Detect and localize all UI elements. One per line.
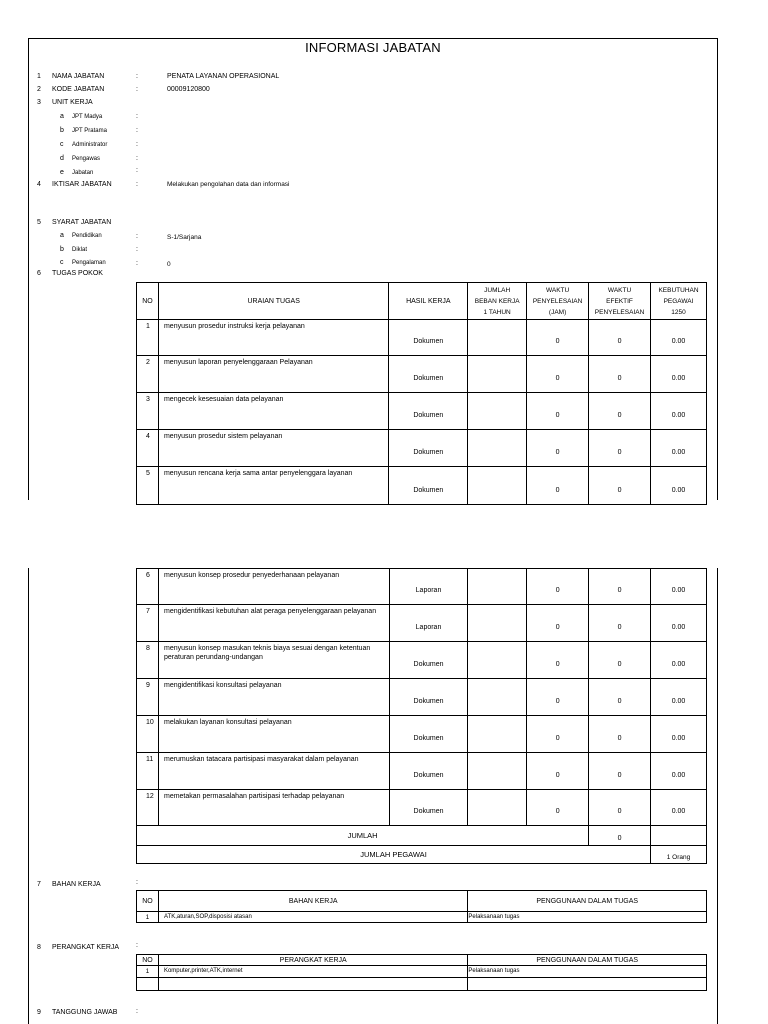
row-kebutuhan: 0.00 bbox=[651, 716, 707, 753]
row-hasil: Laporan bbox=[389, 605, 468, 642]
field-colon: : bbox=[136, 86, 138, 93]
row-waktu: 0 bbox=[527, 356, 589, 393]
table-row bbox=[137, 642, 707, 679]
sub-letter: b bbox=[60, 246, 64, 253]
bahan-row-no: 1 bbox=[137, 912, 159, 923]
row-efektif: 0 bbox=[589, 605, 651, 642]
header-jumlah-beban: JUMLAH BEBAN KERJA 1 TAHUN bbox=[468, 283, 527, 320]
field-colon: : bbox=[136, 1008, 138, 1015]
row-waktu: 0 bbox=[527, 605, 589, 642]
field-number: 6 bbox=[37, 270, 41, 277]
row-uraian: menyusun konsep masukan teknis biaya sesuai dengan ketentuan peraturan perundang-undangan bbox=[158, 642, 389, 679]
sub-letter: b bbox=[60, 127, 64, 134]
sub-colon: : bbox=[136, 246, 138, 253]
sub-label-pendidikan: Pendidikan bbox=[72, 233, 102, 239]
tugas-table bbox=[136, 282, 707, 505]
table-row bbox=[137, 605, 707, 642]
jumlah-row bbox=[137, 826, 707, 846]
field-number: 3 bbox=[37, 99, 41, 106]
sub-colon: : bbox=[136, 113, 138, 120]
field-number: 8 bbox=[37, 944, 41, 951]
field-label-ikhtisar: IKTISAR JABATAN bbox=[52, 181, 112, 188]
row-efektif: 0 bbox=[589, 679, 651, 716]
row-hasil: Dokumen bbox=[389, 393, 468, 430]
field-label-bahan-kerja: BAHAN KERJA bbox=[52, 881, 101, 888]
bahan-row-item: ATK,aturan,SOP,disposisi atasan bbox=[158, 912, 467, 923]
row-no: 2 bbox=[137, 356, 159, 393]
row-uraian: menyusun prosedur sistem pelayanan bbox=[158, 430, 388, 467]
field-label-unit-kerja: UNIT KERJA bbox=[52, 99, 93, 106]
sub-colon: : bbox=[136, 260, 138, 267]
row-waktu: 0 bbox=[527, 642, 589, 679]
row-hasil: Dokumen bbox=[389, 430, 468, 467]
sub-letter: e bbox=[60, 169, 64, 176]
sub-label-pengawas: Pengawas bbox=[72, 156, 101, 162]
row-efektif: 0 bbox=[589, 393, 651, 430]
header-uraian: URAIAN TUGAS bbox=[158, 283, 388, 320]
sub-label-pengalaman: Pengalaman bbox=[72, 260, 106, 266]
row-beban bbox=[468, 753, 527, 790]
table-row bbox=[137, 356, 707, 393]
row-beban bbox=[468, 790, 527, 826]
row-no: 11 bbox=[137, 753, 159, 790]
sub-label-jpt-madya: JPT Madya bbox=[72, 114, 103, 120]
row-uraian: mengidentifikasi konsultasi pelayanan bbox=[158, 679, 389, 716]
perangkat-header-guna: PENGGUNAAN DALAM TUGAS bbox=[468, 955, 707, 966]
field-colon: : bbox=[136, 73, 138, 80]
row-efektif: 0 bbox=[589, 569, 651, 605]
row-no: 3 bbox=[137, 393, 159, 430]
field-value-kode-jabatan: 00009120800 bbox=[167, 86, 210, 93]
row-beban bbox=[468, 716, 527, 753]
row-beban bbox=[468, 320, 527, 356]
sub-colon: : bbox=[136, 141, 138, 148]
table-row-empty bbox=[137, 978, 707, 991]
field-value-nama-jabatan: PENATA LAYANAN OPERASIONAL bbox=[167, 73, 280, 80]
row-waktu: 0 bbox=[527, 679, 589, 716]
header-hasil: HASIL KERJA bbox=[389, 283, 468, 320]
table-row bbox=[137, 716, 707, 753]
field-label-tanggung-jawab: TANGGUNG JAWAB bbox=[52, 1009, 118, 1016]
jumlah-pegawai-label: JUMLAH PEGAWAI bbox=[137, 846, 651, 864]
row-waktu: 0 bbox=[527, 430, 589, 467]
sub-letter: c bbox=[60, 259, 64, 266]
row-waktu: 0 bbox=[527, 320, 589, 356]
row-waktu: 0 bbox=[527, 569, 589, 605]
row-beban bbox=[468, 356, 527, 393]
row-hasil: Dokumen bbox=[389, 790, 468, 826]
row-efektif: 0 bbox=[589, 320, 651, 356]
bahan-header-no: NO bbox=[137, 891, 159, 912]
row-efektif: 0 bbox=[589, 430, 651, 467]
table-row bbox=[137, 430, 707, 467]
row-efektif: 0 bbox=[589, 753, 651, 790]
sub-letter: a bbox=[60, 232, 64, 239]
row-no: 9 bbox=[137, 679, 159, 716]
row-hasil: Dokumen bbox=[389, 356, 468, 393]
bahan-kerja-table bbox=[136, 890, 707, 923]
row-beban bbox=[468, 467, 527, 505]
row-uraian: merumuskan tatacara partisipasi masyarakat dalam pelayanan bbox=[158, 753, 389, 790]
row-kebutuhan: 0.00 bbox=[651, 430, 707, 467]
field-colon: : bbox=[136, 181, 138, 188]
table-row bbox=[137, 393, 707, 430]
row-kebutuhan: 0.00 bbox=[651, 569, 707, 605]
field-number: 9 bbox=[37, 1009, 41, 1016]
field-colon: : bbox=[136, 879, 138, 886]
jumlah-label: JUMLAH bbox=[137, 826, 589, 846]
field-label-tugas-pokok: TUGAS POKOK bbox=[52, 270, 103, 277]
field-number: 4 bbox=[37, 181, 41, 188]
header-waktu-efektif: WAKTU EFEKTIF PENYELESAIAN bbox=[589, 283, 651, 320]
row-hasil: Dokumen bbox=[389, 642, 468, 679]
sub-value-pengalaman: 0 bbox=[167, 261, 171, 268]
sub-letter: a bbox=[60, 113, 64, 120]
row-waktu: 0 bbox=[527, 753, 589, 790]
table-row bbox=[137, 753, 707, 790]
row-kebutuhan: 0.00 bbox=[651, 753, 707, 790]
field-number: 2 bbox=[37, 86, 41, 93]
bahan-header-item: BAHAN KERJA bbox=[158, 891, 467, 912]
table-row bbox=[137, 320, 707, 356]
sub-letter: c bbox=[60, 141, 64, 148]
row-uraian: mengecek kesesuaian data pelayanan bbox=[158, 393, 388, 430]
header-waktu-penyelesaian: WAKTU PENYELESAIAN (JAM) bbox=[527, 283, 589, 320]
table-row bbox=[137, 790, 707, 826]
perangkat-row-item: Komputer,printer,ATK,internet bbox=[158, 966, 467, 978]
field-label-nama-jabatan: NAMA JABATAN bbox=[52, 73, 105, 80]
table-row bbox=[137, 679, 707, 716]
jumlah-pegawai-row bbox=[137, 846, 707, 864]
row-waktu: 0 bbox=[527, 790, 589, 826]
jumlah-value: 0 bbox=[589, 826, 651, 846]
row-kebutuhan: 0.00 bbox=[651, 679, 707, 716]
row-uraian: melakukan layanan konsultasi pelayanan bbox=[158, 716, 389, 753]
row-waktu: 0 bbox=[527, 467, 589, 505]
row-kebutuhan: 0.00 bbox=[651, 320, 707, 356]
sub-colon: : bbox=[136, 155, 138, 162]
sub-colon: : bbox=[136, 233, 138, 240]
row-no: 5 bbox=[137, 467, 159, 505]
row-efektif: 0 bbox=[589, 790, 651, 826]
table-row bbox=[137, 569, 707, 605]
jumlah-pegawai-value: 1 Orang bbox=[651, 846, 707, 864]
row-hasil: Dokumen bbox=[389, 753, 468, 790]
field-label-syarat-jabatan: SYARAT JABATAN bbox=[52, 219, 112, 226]
row-waktu: 0 bbox=[527, 393, 589, 430]
sub-colon: : bbox=[136, 127, 138, 134]
sub-label-administrator: Administrator bbox=[72, 142, 108, 148]
perangkat-kerja-table bbox=[136, 954, 707, 991]
field-label-kode-jabatan: KODE JABATAN bbox=[52, 86, 105, 93]
sub-value-pendidikan: S-1/Sarjana bbox=[167, 234, 202, 241]
row-beban bbox=[468, 642, 527, 679]
row-kebutuhan: 0.00 bbox=[651, 393, 707, 430]
row-no: 12 bbox=[137, 790, 159, 826]
document-title: INFORMASI JABATAN bbox=[305, 40, 441, 55]
row-efektif: 0 bbox=[589, 356, 651, 393]
row-beban bbox=[468, 393, 527, 430]
sub-label-jpt-pratama: JPT Pratama bbox=[72, 128, 107, 134]
field-number: 1 bbox=[37, 73, 41, 80]
row-efektif: 0 bbox=[589, 467, 651, 505]
row-uraian: menyusun konsep prosedur penyederhanaan pelayanan bbox=[158, 569, 389, 605]
table-row bbox=[137, 912, 707, 923]
sub-label-diklat: Diklat bbox=[72, 247, 88, 253]
jumlah-empty bbox=[651, 826, 707, 846]
row-hasil: Dokumen bbox=[389, 716, 468, 753]
row-kebutuhan: 0.00 bbox=[651, 790, 707, 826]
row-no: 10 bbox=[137, 716, 159, 753]
header-no: NO bbox=[137, 283, 159, 320]
header-kebutuhan-pegawai: KEBUTUHAN PEGAWAI 1250 bbox=[651, 283, 707, 320]
row-no: 1 bbox=[137, 320, 159, 356]
tugas-header-row bbox=[137, 283, 707, 320]
row-no: 6 bbox=[137, 569, 159, 605]
perangkat-header-no: NO bbox=[137, 955, 159, 966]
row-beban bbox=[468, 679, 527, 716]
row-uraian: menyusun prosedur instruksi kerja pelayanan bbox=[158, 320, 388, 356]
field-label-perangkat-kerja: PERANGKAT KERJA bbox=[52, 944, 120, 951]
row-uraian: memetakan permasalahan partisipasi terhadap pelayanan bbox=[158, 790, 389, 826]
row-no: 4 bbox=[137, 430, 159, 467]
bahan-row-guna: Pelaksanaan tugas bbox=[468, 912, 707, 923]
perangkat-row-no: 1 bbox=[137, 966, 159, 978]
sub-letter: d bbox=[60, 155, 64, 162]
row-beban bbox=[468, 569, 527, 605]
sub-label-jabatan: Jabatan bbox=[72, 170, 94, 176]
row-efektif: 0 bbox=[589, 716, 651, 753]
row-hasil: Dokumen bbox=[389, 320, 468, 356]
row-no: 8 bbox=[137, 642, 159, 679]
perangkat-header-item: PERANGKAT KERJA bbox=[158, 955, 467, 966]
row-uraian: menyusun laporan penyelenggaraan Pelayanan bbox=[158, 356, 388, 393]
row-efektif: 0 bbox=[589, 642, 651, 679]
field-number: 5 bbox=[37, 219, 41, 226]
perangkat-row-guna: Pelaksanaan tugas bbox=[468, 966, 707, 978]
table-row bbox=[137, 467, 707, 505]
row-kebutuhan: 0.00 bbox=[651, 605, 707, 642]
row-beban bbox=[468, 605, 527, 642]
bahan-header-guna: PENGGUNAAN DALAM TUGAS bbox=[468, 891, 707, 912]
row-uraian: mengidentifikasi kebutuhan alat peraga penyelenggaraan pelayanan bbox=[158, 605, 389, 642]
field-value-ikhtisar: Melakukan pengolahan data dan informasi bbox=[167, 181, 290, 188]
row-hasil: Dokumen bbox=[389, 467, 468, 505]
field-number: 7 bbox=[37, 881, 41, 888]
row-hasil: Laporan bbox=[389, 569, 468, 605]
row-beban bbox=[468, 430, 527, 467]
row-waktu: 0 bbox=[527, 716, 589, 753]
row-kebutuhan: 0.00 bbox=[651, 467, 707, 505]
tugas-table-continued bbox=[136, 568, 707, 864]
field-colon: : bbox=[136, 942, 138, 949]
table-row bbox=[137, 966, 707, 978]
row-hasil: Dokumen bbox=[389, 679, 468, 716]
row-kebutuhan: 0.00 bbox=[651, 642, 707, 679]
sub-colon: : bbox=[136, 167, 138, 174]
row-uraian: menyusun rencana kerja sama antar penyelenggara layanan bbox=[158, 467, 388, 505]
row-no: 7 bbox=[137, 605, 159, 642]
row-kebutuhan: 0.00 bbox=[651, 356, 707, 393]
